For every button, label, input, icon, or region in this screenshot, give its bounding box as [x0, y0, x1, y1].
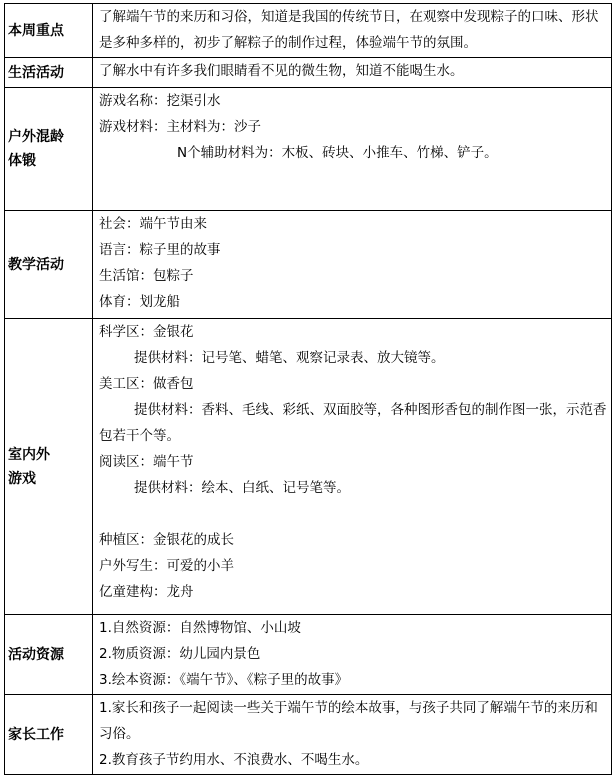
- reading-area-materials: 提供材料：绘本、白纸、记号笔等。: [134, 480, 350, 496]
- row-parent-work: [5, 695, 612, 775]
- art-area-title: 美工区：做香包: [99, 376, 194, 392]
- teaching-language: 语言：粽子里的故事: [99, 242, 221, 258]
- label-teaching-activity: [5, 211, 93, 319]
- label-weekly-focus: [5, 4, 93, 58]
- label-weekly-focus-text: 本周重点: [8, 22, 64, 39]
- planting-area: 种植区：金银花的成长: [99, 532, 234, 548]
- content-life-activity: [93, 58, 612, 88]
- content-teaching-activity: [93, 211, 612, 319]
- reading-area-title: 阅读区：端午节: [99, 454, 194, 470]
- science-area-title: 科学区：金银花: [99, 324, 194, 340]
- content-indoor-outdoor-games: [93, 319, 612, 615]
- construction-area: 亿童建构：龙舟: [99, 584, 194, 600]
- science-area-materials: 提供材料：记号笔、蜡笔、观察记录表、放大镜等。: [134, 350, 445, 366]
- label-indoor-outdoor-games-line1: 室内外: [8, 446, 50, 463]
- row-weekly-focus: [5, 4, 612, 58]
- label-life-activity: [5, 58, 93, 88]
- label-parent-work: [5, 695, 93, 775]
- game-aux-materials: N个辅助材料为：木板、砖块、小推车、竹梯、铲子。: [177, 145, 498, 161]
- game-main-materials: 游戏材料：主材料为：沙子: [99, 119, 261, 135]
- weekly-plan-table: [4, 3, 612, 775]
- resource-picture-books: 3.绘本资源：《端午节》、《粽子里的故事》: [99, 672, 349, 688]
- game-name: 游戏名称：挖渠引水: [99, 93, 221, 109]
- label-activity-resources: [5, 615, 93, 695]
- label-teaching-activity-text: 教学活动: [8, 256, 64, 273]
- resource-natural: 1.自然资源：自然博物馆、小山坡: [99, 620, 301, 636]
- row-outdoor-exercise: [5, 88, 612, 211]
- label-outdoor-exercise: [5, 88, 93, 211]
- life-activity-text: 了解水中有许多我们眼睛看不见的微生物，知道不能喝生水。: [99, 63, 464, 79]
- label-outdoor-exercise-line1: 户外混龄: [8, 129, 64, 145]
- label-indoor-outdoor-games-line2: 游戏: [8, 470, 36, 487]
- label-outdoor-exercise-line2: 体锻: [8, 153, 36, 169]
- row-teaching-activity: [5, 211, 612, 319]
- content-activity-resources: [93, 615, 612, 695]
- weekly-focus-text: 了解端午节的来历和习俗，知道是我国的传统节日，在观察中发现粽子的口味、形状是多种多样的，初步了解粽子的制作过程，体验端午节的氛围。: [99, 9, 599, 51]
- teaching-life-hall: 生活馆：包粽子: [99, 268, 194, 284]
- label-parent-work-text: 家长工作: [8, 726, 64, 743]
- content-outdoor-exercise: [93, 88, 612, 211]
- parent-work-item-2: 2.教育孩子节约用水、不浪费水、不喝生水。: [99, 752, 369, 768]
- teaching-social: 社会：端午节由来: [99, 216, 207, 232]
- resource-material: 2.物质资源：幼儿园内景色: [99, 646, 261, 662]
- row-activity-resources: [5, 615, 612, 695]
- row-life-activity: [5, 58, 612, 88]
- art-area-materials: 提供材料：香料、毛线、彩纸、双面胶等，各种图形香包的制作图一张，示范香包若干个等。: [99, 402, 607, 444]
- content-parent-work: [93, 695, 612, 775]
- label-indoor-outdoor-games: [5, 319, 93, 615]
- label-life-activity-text: 生活活动: [8, 64, 64, 81]
- teaching-pe: 体育：划龙船: [99, 294, 180, 310]
- outdoor-sketch: 户外写生：可爱的小羊: [99, 558, 234, 574]
- parent-work-item-1: 1.家长和孩子一起阅读一些关于端午节的绘本故事，与孩子共同了解端午节的来历和习俗。: [99, 700, 598, 742]
- content-weekly-focus: [93, 4, 612, 58]
- row-indoor-outdoor-games: [5, 319, 612, 615]
- spacer: [99, 501, 607, 527]
- label-activity-resources-text: 活动资源: [8, 646, 64, 663]
